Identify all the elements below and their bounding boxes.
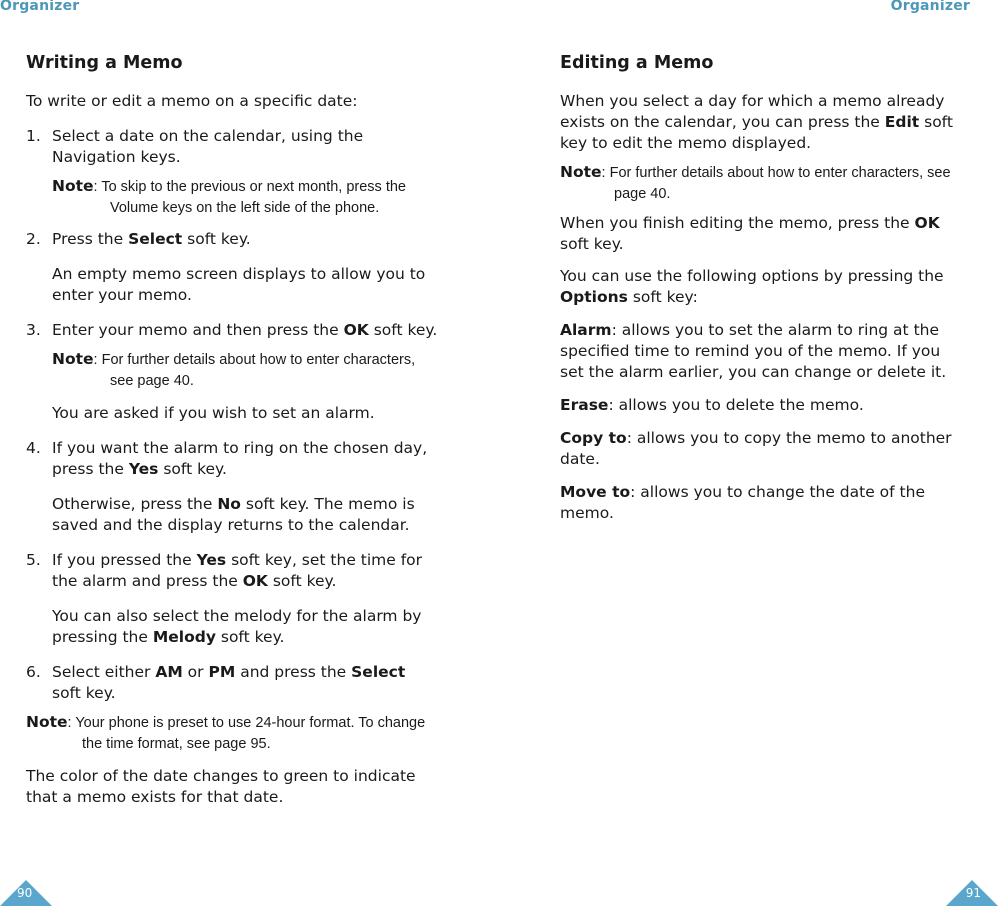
running-head-left: Organizer <box>0 0 80 14</box>
step-text: Select a date on the calendar, using the Navigation keys. <box>52 127 364 166</box>
step-text: soft key, set the time for the alarm and press the <box>52 551 423 590</box>
step-1 <box>26 126 438 168</box>
alarm-prompt: You are asked if you wish to set an alarm. <box>52 404 375 422</box>
option-text: : allows you to delete the memo. <box>608 396 864 414</box>
step-3 <box>26 320 438 341</box>
step-text: Press the <box>52 230 129 248</box>
body-text: You can use the following options by pressing the <box>560 267 944 285</box>
step-4 <box>26 438 438 480</box>
options-key-label: Options <box>560 288 628 306</box>
body-text: soft key: <box>627 288 698 306</box>
note-1 <box>26 176 438 219</box>
step-text: and press the <box>235 663 352 681</box>
note-right <box>560 162 964 205</box>
step-text: soft key. <box>158 460 227 478</box>
step-text: soft key. <box>368 321 438 339</box>
note-label: Note <box>52 177 94 195</box>
select-key-label: Select <box>351 663 406 681</box>
body-text: soft key. <box>560 235 624 253</box>
step-text: soft key. <box>267 572 337 590</box>
right-body <box>560 91 964 524</box>
option-text: : allows you to set the alarm to ring at the specified time to remind you of the memo. If you set the alarm earlier, you can change or delete it. <box>560 321 947 381</box>
page-number-left: 90 <box>17 886 33 900</box>
melody-key-label: Melody <box>152 628 216 646</box>
body-text: soft key to edit the memo displayed. <box>560 113 953 152</box>
ok-key-label: OK <box>242 572 268 590</box>
right-page <box>499 0 998 906</box>
step-number: 6. <box>26 663 41 681</box>
option-text: : allows you to copy the memo to another date. <box>560 429 952 468</box>
option-copy-to <box>560 428 964 470</box>
intro-text: To write or edit a memo on a specific date: <box>26 92 358 110</box>
step-2-detail: An empty memo screen displays to allow you to enter your memo. <box>52 265 426 304</box>
step-text: or <box>182 663 209 681</box>
note-text: : For further details about how to enter characters, see page 40. <box>93 352 416 389</box>
step-2 <box>26 229 438 250</box>
page-title-editing-memo: Editing a Memo <box>560 53 714 73</box>
page-number-right: 91 <box>965 886 981 900</box>
step-number: 4. <box>26 439 41 457</box>
option-label: Erase <box>560 396 609 414</box>
note-text: : To skip to the previous or next month, press the Volume keys on the left side of the phone. <box>93 179 406 216</box>
step-number: 1. <box>26 127 41 145</box>
step-text: soft key. <box>215 628 285 646</box>
note-label: Note <box>52 350 94 368</box>
option-label: Move to <box>560 483 631 501</box>
step-text: Enter your memo and then press the <box>52 321 344 339</box>
step-text: You can also select the melody for the alarm by pressing the <box>52 607 422 646</box>
step-number: 5. <box>26 551 41 569</box>
finish-text <box>560 213 964 255</box>
step-text: Select either <box>52 663 156 681</box>
note-label: Note <box>26 713 68 731</box>
no-key-label: No <box>217 495 241 513</box>
option-label: Alarm <box>560 321 612 339</box>
note-2 <box>26 349 438 392</box>
note-text: : Your phone is preset to use 24-hour format. To change the time format, see page 95. <box>67 715 426 752</box>
yes-key-label: Yes <box>128 460 159 478</box>
step-number: 3. <box>26 321 41 339</box>
step-text: Otherwise, press the <box>52 495 218 513</box>
option-label: Copy to <box>560 429 627 447</box>
note-text: : For further details about how to enter characters, see page 40. <box>601 165 951 202</box>
step-text: If you want the alarm to ring on the chosen day, press the <box>52 439 428 478</box>
page-title-writing-memo: Writing a Memo <box>26 53 183 73</box>
body-text: When you select a day for which a memo already exists on the calendar, you can press the <box>560 92 945 131</box>
step-text: soft key. The memo is saved and the display returns to the calendar. <box>52 495 415 534</box>
note-3 <box>26 712 438 755</box>
edit-key-label: Edit <box>884 113 920 131</box>
body-text: When you finish editing the memo, press the <box>560 214 915 232</box>
step-6 <box>26 662 438 704</box>
ok-key-label: OK <box>914 214 940 232</box>
closing-text: The color of the date changes to green to indicate that a memo exists for that date. <box>26 767 416 806</box>
am-key-label: AM <box>155 663 183 681</box>
step-text: soft key. <box>52 684 116 702</box>
option-text: : allows you to change the date of the memo. <box>560 483 925 522</box>
select-key-label: Select <box>128 230 183 248</box>
note-label: Note <box>560 163 602 181</box>
step-5 <box>26 550 438 592</box>
step-4-detail <box>26 494 438 536</box>
step-number: 2. <box>26 230 41 248</box>
step-text: soft key. <box>182 230 251 248</box>
left-body <box>26 91 438 808</box>
step-5-detail <box>26 606 438 648</box>
running-head-right: Organizer <box>890 0 970 14</box>
step-text: If you pressed the <box>52 551 197 569</box>
yes-key-label: Yes <box>196 551 227 569</box>
option-move-to <box>560 482 964 524</box>
option-alarm <box>560 320 964 383</box>
pm-key-label: PM <box>208 663 236 681</box>
edit-intro <box>560 91 964 154</box>
ok-key-label: OK <box>343 321 369 339</box>
options-intro <box>560 266 964 308</box>
option-erase <box>560 395 964 416</box>
